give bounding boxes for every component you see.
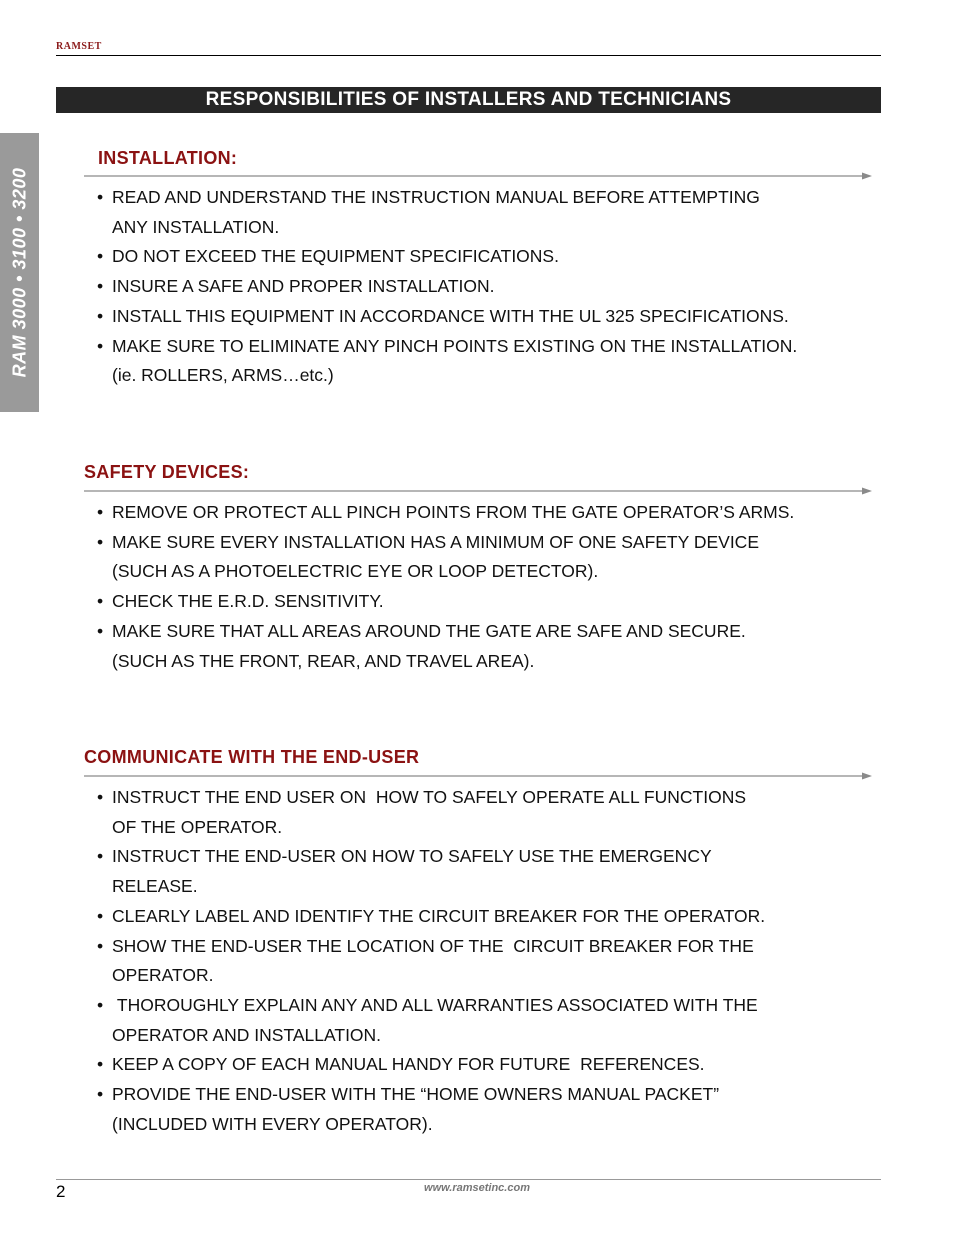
- bullet-icon: •: [97, 620, 104, 641]
- list-item: [97, 528, 794, 587]
- section-arrow-divider: [84, 486, 872, 496]
- bullet-icon: •: [97, 591, 104, 612]
- list-item-text: SHOW THE END-USER THE LOCATION OF THE CIRCUIT BREAKER FOR THE OPERATOR.: [112, 935, 754, 986]
- list-item: [97, 902, 765, 932]
- list-item: [97, 932, 765, 991]
- list-item-text: READ AND UNDERSTAND THE INSTRUCTION MANUAL BEFORE ATTEMPTING ANY INSTALLATION.: [112, 187, 760, 237]
- bullet-icon: •: [97, 276, 104, 297]
- bullet-icon: •: [97, 531, 104, 552]
- list-item: [97, 1050, 765, 1080]
- page-title: RESPONSIBILITIES OF INSTALLERS AND TECHNICIANS: [205, 89, 732, 110]
- top-divider: [56, 55, 881, 56]
- footer-url: www.ramsetinc.com: [424, 1182, 530, 1194]
- page-number: 2: [56, 1182, 66, 1201]
- list-item: [97, 272, 797, 302]
- bottom-divider: [56, 1179, 881, 1180]
- list-item: [97, 617, 794, 676]
- list-item-text: INSTRUCT THE END-USER ON HOW TO SAFELY USE THE EMERGENCY RELEASE.: [112, 846, 712, 897]
- list-item-text: INSURE A SAFE AND PROPER INSTALLATION.: [112, 276, 495, 297]
- list-item: [97, 842, 765, 901]
- list-item: [97, 1080, 765, 1139]
- section-heading-safety-devices: SAFETY DEVICES:: [84, 462, 250, 482]
- section-heading-installation: INSTALLATION:: [98, 148, 238, 168]
- list-item-text: CHECK THE E.R.D. SENSITIVITY.: [112, 591, 384, 612]
- list-item: [97, 332, 797, 391]
- list-item-text: CLEARLY LABEL AND IDENTIFY THE CIRCUIT BREAKER FOR THE OPERATOR.: [112, 905, 766, 926]
- list-item-text: INSTALL THIS EQUIPMENT IN ACCORDANCE WITH THE UL 325 SPECIFICATIONS.: [112, 305, 789, 326]
- list-item-text: PROVIDE THE END-USER WITH THE “HOME OWNERS MANUAL PACKET” (INCLUDED WITH EVERY OPERATOR).: [112, 1084, 720, 1134]
- list-item: [97, 183, 797, 242]
- list-item-text: DO NOT EXCEED THE EQUIPMENT SPECIFICATIONS.: [112, 246, 559, 267]
- section-arrow-divider: [84, 171, 872, 181]
- section-heading-communicate: COMMUNICATE WITH THE END-USER: [84, 747, 420, 767]
- bullet-icon: •: [97, 846, 104, 867]
- section-arrow-divider: [84, 771, 872, 781]
- bullet-icon: •: [97, 994, 104, 1015]
- safety-devices-list: [97, 498, 794, 676]
- list-item-text: INSTRUCT THE END USER ON HOW TO SAFELY OPERATE ALL FUNCTIONS OF THE OPERATOR.: [112, 787, 746, 837]
- bullet-icon: •: [97, 787, 104, 807]
- bullet-icon: •: [97, 187, 104, 207]
- brand-logo-text: RAMSET: [56, 41, 102, 52]
- bullet-icon: •: [97, 502, 104, 522]
- bullet-icon: •: [97, 246, 104, 267]
- side-tab-label: RAM 3000 • 3100 • 3200: [9, 167, 30, 378]
- page-title-bar: [56, 87, 881, 113]
- bullet-icon: •: [97, 1084, 104, 1105]
- list-item-text: MAKE SURE EVERY INSTALLATION HAS A MINIMUM OF ONE SAFETY DEVICE (SUCH AS A PHOTOELECTRIC EYE OR LOOP DETECTOR).: [112, 531, 759, 582]
- list-item: [97, 783, 765, 842]
- list-item-text: THOROUGHLY EXPLAIN ANY AND ALL WARRANTIES ASSOCIATED WITH THE OPERATOR AND INSTALLATION.: [112, 994, 758, 1045]
- list-item-text: MAKE SURE THAT ALL AREAS AROUND THE GATE ARE SAFE AND SECURE. (SUCH AS THE FRONT, REAR, AND TRAVEL AREA).: [112, 620, 746, 671]
- installation-list: [97, 183, 797, 391]
- list-item: [97, 302, 797, 332]
- bullet-icon: •: [97, 905, 104, 926]
- bullet-icon: •: [97, 305, 104, 326]
- list-item-text: MAKE SURE TO ELIMINATE ANY PINCH POINTS EXISTING ON THE INSTALLATION. (ie. ROLLERS, ARMS…etc.): [112, 335, 798, 386]
- bullet-icon: •: [97, 335, 104, 356]
- list-item: [97, 242, 797, 272]
- list-item: [97, 991, 765, 1050]
- bullet-icon: •: [97, 1054, 104, 1075]
- list-item: [97, 587, 794, 617]
- list-item: [97, 498, 794, 528]
- bullet-icon: •: [97, 935, 104, 956]
- list-item-text: KEEP A COPY OF EACH MANUAL HANDY FOR FUTURE REFERENCES.: [112, 1054, 705, 1075]
- side-tab: [0, 133, 39, 412]
- communicate-list: [97, 783, 765, 1139]
- list-item-text: REMOVE OR PROTECT ALL PINCH POINTS FROM THE GATE OPERATOR’S ARMS.: [112, 502, 795, 522]
